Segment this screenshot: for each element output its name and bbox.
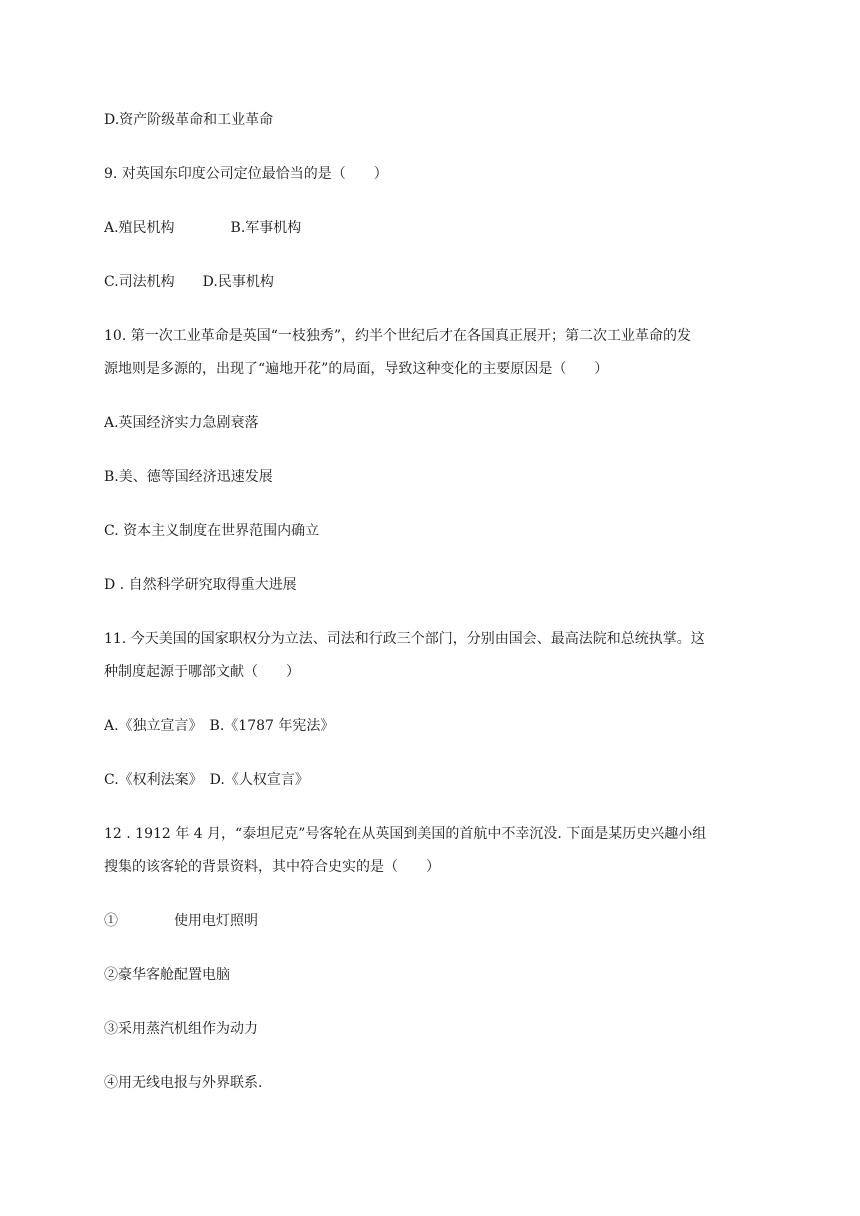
q10-stem-line2: 源地则是多源的，出现了“遍地开花”的局面，导致这种变化的主要原因是（ ） [104,361,609,377]
q11-options-ab: A.《独立宣言》 B.《1787 年宪法》 [104,718,335,734]
q9-stem: 9. 对英国东印度公司定位最恰当的是（ ） [104,166,388,182]
q10-option-c: C. 资本主义制度在世界范围内确立 [104,523,320,539]
q9-options-cd: C.司法机构 D.民事机构 [104,274,274,290]
q10-option-a: A.英国经济实力急剧衰落 [104,415,259,431]
q12-stem-line1: 12 . 1912 年 4 月，“泰坦尼克”号客轮在从英国到美国的首航中不幸沉没. 下面是某历史兴趣小组 [104,826,707,842]
q11-stem-line1: 11. 今天美国的国家职权分为立法、司法和行政三个部门，分别由国会、最高法院和总统执掌。这 [104,631,705,647]
q11-options-cd: C.《权利法案》 D.《人权宣言》 [104,772,309,788]
q10-stem-line1: 10. 第一次工业革命是英国“一枝独秀”，约半个世纪后才在各国真正展开；第二次工业革命的发 [104,328,692,344]
q8-option-d: D.资产阶级革命和工业革命 [104,112,274,128]
q12-item-2: ②豪华客舱配置电脑 [104,967,230,983]
q12-item-3: ③采用蒸汽机组作为动力 [104,1021,258,1037]
q12-item-1: ① 使用电灯照明 [104,913,258,929]
q11-stem-line2: 种制度起源于哪部文献（ ） [104,664,300,680]
q10-option-b: B.美、德等国经济迅速发展 [104,469,273,485]
q12-item-4: ④用无线电报与外界联系. [104,1075,263,1091]
q12-stem-line2: 搜集的该客轮的背景资料，其中符合史实的是（ ） [104,859,440,875]
q9-options-ab: A.殖民机构 B.军事机构 [104,220,302,236]
q10-option-d: D . 自然科学研究取得重大进展 [104,577,297,593]
